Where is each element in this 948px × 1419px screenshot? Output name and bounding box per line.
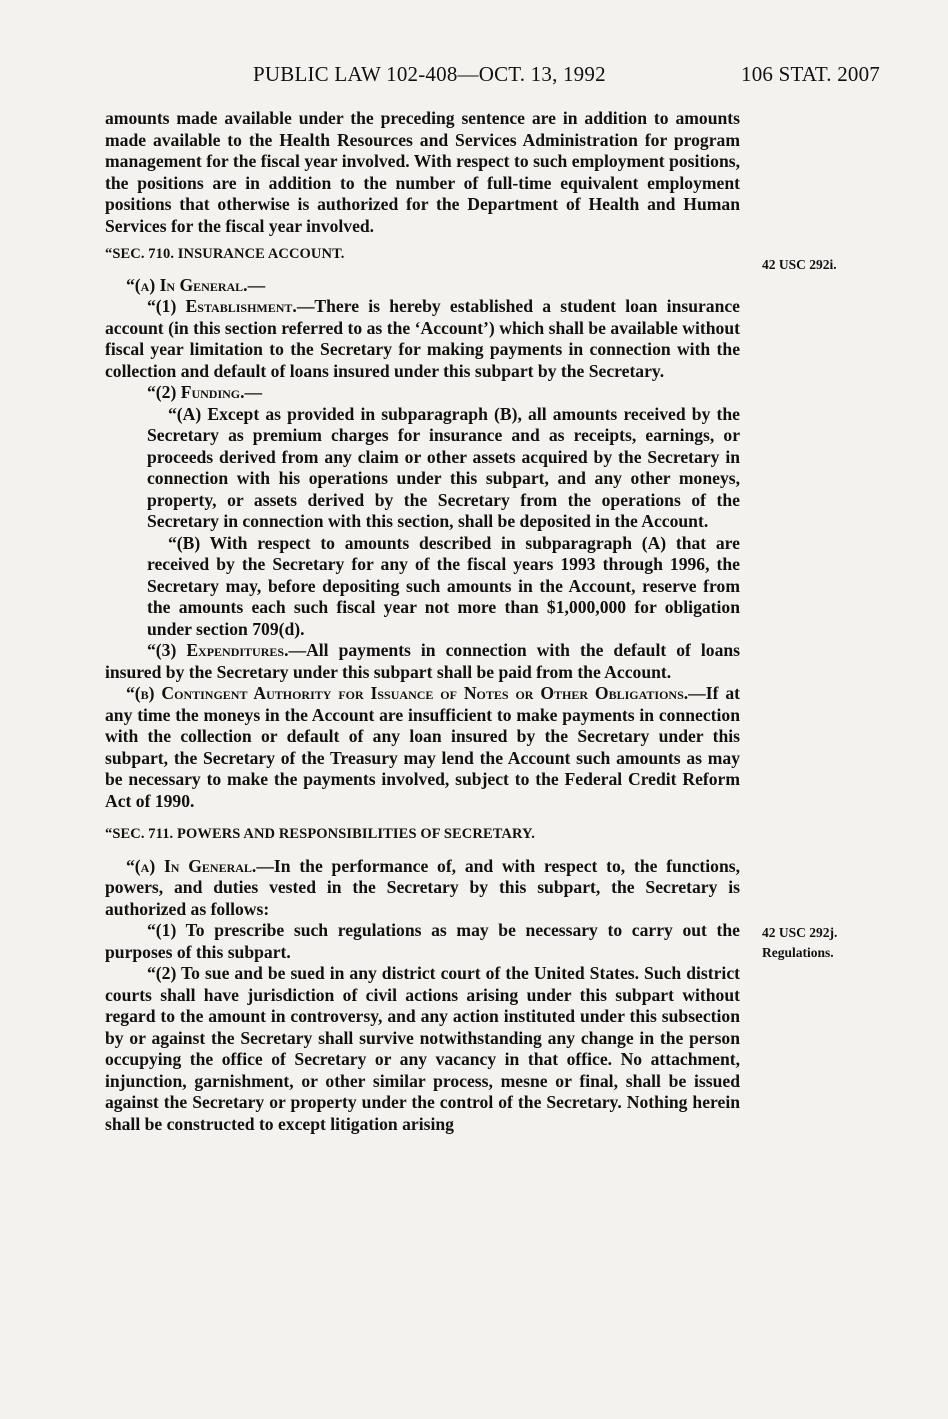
paragraph-a2-label: “(2) Funding.— xyxy=(147,382,263,402)
section-711-paragraph-1: “(1) To prescribe such regulations as may be necessary to carry out the purposes of this subpart. xyxy=(105,920,740,962)
section-711-paragraph-2: “(2) To sue and be sued in any district court of the United States. Such district courts shall have jurisdiction of civil actions arising under this subpart without regard to the amount in controversy, and any action instituted under this subsection by or against the Secretary shall survive notwithstanding any change in the person occupying the office of Secretary or any vacancy in that office. No attachment, injunction, garnishment, or other similar process, mesne or final, shall be issued against the Secretary or property under the control of the Secretary. Nothing herein shall be constructed to except litigation arising xyxy=(105,963,740,1134)
subsection-b-label: “(b) Contingent Authority for Issuance of Notes or Other Obligations. xyxy=(126,683,689,703)
header-stat-page: 106 STAT. 2007 xyxy=(741,62,880,86)
subparagraph-a2B: “(B) With respect to amounts described in subparagraph (A) that are received by the Secretary for any of the fiscal years 1993 through 1996, the Secretary may, before depositing such amounts in the Account, reserve from the amounts each such fiscal year not more than $1,000,000 for obligation under section 709(d). xyxy=(147,532,740,639)
margin-note-regulations: Regulations. xyxy=(762,945,834,960)
paragraph-a3-text: —All payments in connection with the default of loans insured by the Secretary under this subpart shall be paid from the Account. xyxy=(105,640,741,682)
page-header xyxy=(105,58,880,92)
subsection-a-label: “(a) In General.— xyxy=(126,274,266,295)
body-text xyxy=(105,108,740,1135)
paragraph-a3-label: “(3) Expenditures. xyxy=(147,640,289,660)
subsection-b-text: —If at any time the moneys in the Account are insufficient to make payments in connection with the collection or default of any loan insured by the Secretary under this subpart, the Secretary of the Treasury may lend the Account such amounts as may be necessary to make the payments involved, subject to the Federal Credit Reform Act of 1990. xyxy=(105,683,740,811)
paragraph-a1-text: —There is hereby established a student loan insurance account (in this section referred to as the ‘Account’) which shall be available without fiscal year limitation to the Secretary for making payments in connection with the collection and default of loans insured under this subpart by the Secretary. xyxy=(105,296,740,381)
margin-note-sec711: 42 USC 292j. xyxy=(762,925,838,940)
section-711-heading: “SEC. 711. POWERS AND RESPONSIBILITIES OF SECRETARY. xyxy=(105,826,536,842)
section-711-a-label: “(a) In General. xyxy=(126,855,257,876)
paragraph-a1-label: “(1) Establishment. xyxy=(147,296,297,316)
paragraph-a3 xyxy=(105,640,740,683)
subsection-a-heading xyxy=(105,275,740,297)
paragraph-continuation: amounts made available under the preceding sentence are in addition to amounts made available to the Health Resources and Services Administration for program management for the fiscal year involved. With respect to such employment positions, the positions are in addition to the number of full-time equivalent employment positions that otherwise is authorized for the Department of Health and Human Services for the fiscal year involved. xyxy=(105,108,740,236)
section-710-heading: “SEC. 710. INSURANCE ACCOUNT. xyxy=(105,246,345,262)
header-law-title: PUBLIC LAW 102-408—OCT. 13, 1992 xyxy=(253,62,606,86)
paragraph-a1 xyxy=(105,296,740,382)
subparagraph-a2A: “(A) Except as provided in subparagraph (B), all amounts received by the Secretary as premium charges for insurance and as receipts, earnings, or proceeds derived from any claim or other assets acquired by the Secretary in connection with his operations under this subpart, and any other moneys, property, or assets derived by the Secretary from the operations of the Secretary in connection with this section, shall be deposited in the Account. xyxy=(147,403,740,531)
margin-note-sec710: 42 USC 292i. xyxy=(762,257,837,272)
section-711-a-text: —In the performance of, and with respect to, the functions, powers, and duties vested in the Secretary by this subpart, the Secretary is authorized as follows: xyxy=(105,855,740,919)
paragraph-a2-heading xyxy=(105,382,740,404)
subsection-b xyxy=(105,683,740,812)
section-711-subsection-a xyxy=(105,856,740,921)
